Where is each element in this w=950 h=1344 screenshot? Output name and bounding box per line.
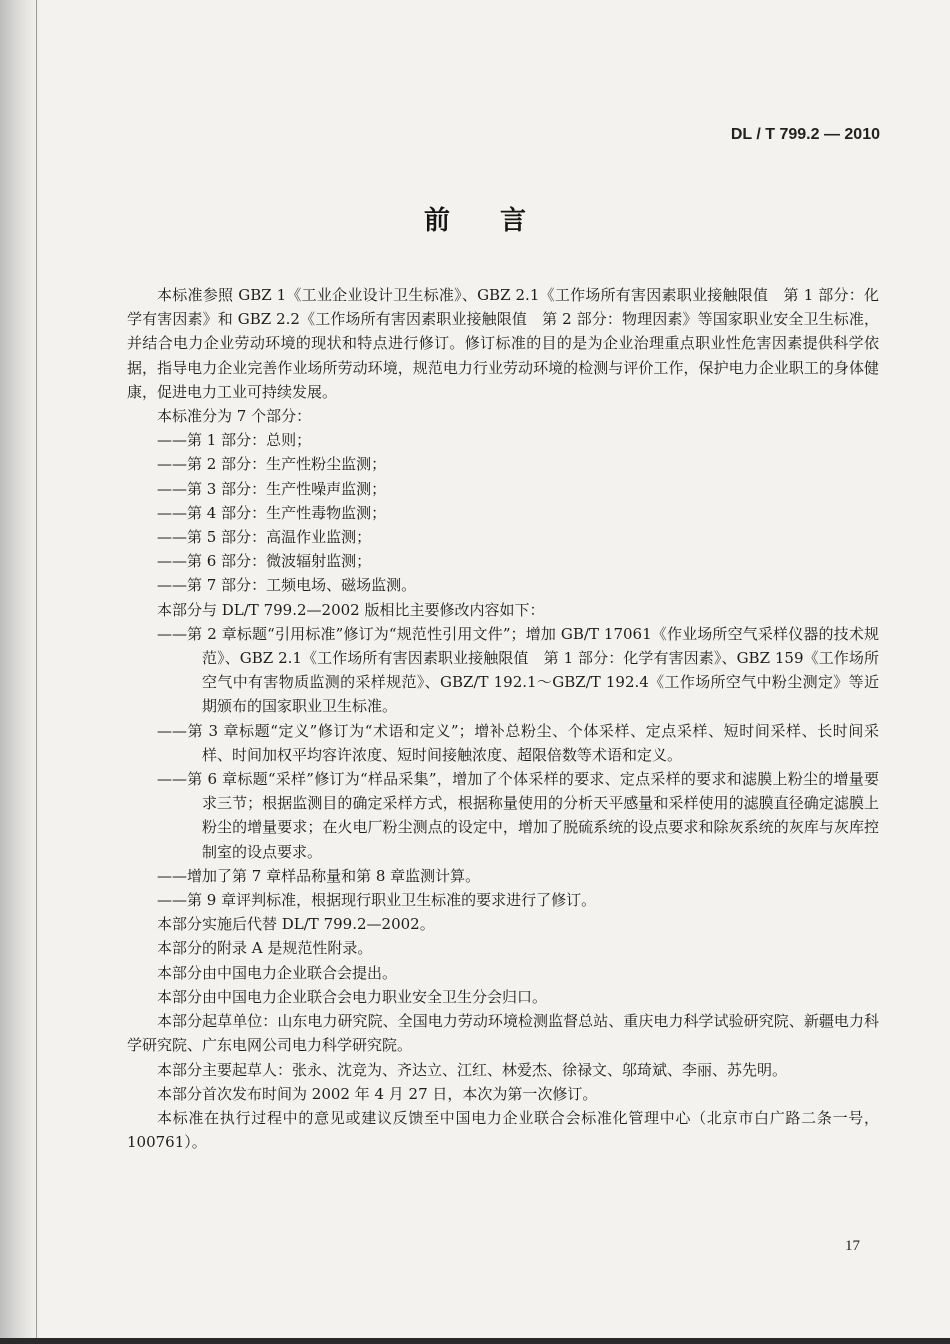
release-history: 本部分首次发布时间为 2002 年 4 月 27 日，本次为第一次修订。 xyxy=(157,1084,598,1103)
part-item: ——第 7 部分：工频电场、磁场监测。 xyxy=(157,576,417,595)
appendix-note: 本部分的附录 A 是规范性附录。 xyxy=(157,939,373,958)
part-item: ——第 6 部分：微波辐射监测； xyxy=(157,552,372,571)
replacement-note: 本部分实施后代替 DL/T 799.2—2002。 xyxy=(157,915,435,934)
bottom-scan-edge xyxy=(0,1338,950,1344)
parts-intro: 本标准分为 7 个部分： xyxy=(157,407,312,426)
change-item: ——增加了第 7 章样品称量和第 8 章监测计算。 xyxy=(157,866,481,885)
drafting-units: 本部分起草单位：山东电力研究院、全国电力劳动环境检测监督总站、重庆电力科学试验研究院、新疆电力科学研究院、广东电网公司电力科学研究院。 xyxy=(127,1012,879,1055)
change-item: ——第 6 章标题“采样”修订为“样品采集”，增加了个体采样的要求、定点采样的要求和滤膜上粉尘的增量要求三节；根据监测目的确定采样方式，根据称量使用的分析天平感量和采样使用的滤膜直径确定滤膜上粉尘的增量要求；在火电厂粉尘测点的设定中，增加了脱硫系统的设点要求和除灰系统的灰库与灰库控制室的设点要求。 xyxy=(157,770,879,861)
page-title: 前言 xyxy=(423,206,576,236)
page-number: 17 xyxy=(845,1238,860,1254)
proposer-note: 本部分由中国电力企业联合会提出。 xyxy=(157,963,398,982)
part-item: ——第 3 部分：生产性噪声监测； xyxy=(157,479,387,498)
feedback-note: 本标准在执行过程中的意见或建议反馈至中国电力企业联合会标准化管理中心（北京市白广路二条一号，100761）。 xyxy=(127,1108,879,1152)
change-item: ——第 9 章评判标准，根据现行职业卫生标准的要求进行了修订。 xyxy=(157,891,597,910)
change-item: ——第 2 章标题“引用标准”修订为“规范性引用文件”；增加 GB/T 17061《作业场所空气采样仪器的技术规范》、GBZ 2.1《工作场所有害因素职业接触限值 第 1 部分：化学有害因素》、GBZ 159《工作场所空气中有害物质监测的采样规范》、GBZ/T 192.1～GBZ/T 192.4《工作场所空气中粉尘测定》等近期颁布的国家职业卫生标准。 xyxy=(157,624,879,716)
part-item: ——第 5 部分：高温作业监测； xyxy=(157,528,372,547)
change-item: ——第 3 章标题“定义”修订为“术语和定义”；增补总粉尘、个体采样、定点采样、短时间采样、长时间采样、时间加权平均容许浓度、短时间接触浓度、超限倍数等术语和定义。 xyxy=(157,721,879,764)
part-item: ——第 2 部分：生产性粉尘监测； xyxy=(157,455,387,474)
foreword-body xyxy=(127,283,879,1154)
intro-paragraph: 本标准参照 GBZ 1《工业企业设计卫生标准》、GBZ 2.1《工作场所有害因素职业接触限值 第 1 部分：化学有害因素》和 GBZ 2.2《工作场所有害因素职业接触限值 第 2 部分：物理因素》等国家职业安全卫生标准，并结合电力企业劳动环境的现状和特点进行修订。修订标准的目的是为企业治理重点职业性危害因素提供科学依据，指导电力企业完善作业场所劳动环境，规范电力行业劳动环境的检测与评价工作，保护电力企业职工的身体健康，促进电力工业可持续发展。 xyxy=(127,286,879,401)
changes-intro: 本部分与 DL/T 799.2—2002 版相比主要修改内容如下： xyxy=(157,600,545,619)
part-item: ——第 4 部分：生产性毒物监测； xyxy=(157,503,387,522)
part-item: ——第 1 部分：总则； xyxy=(157,431,312,450)
centralized-note: 本部分由中国电力企业联合会电力职业安全卫生分会归口。 xyxy=(157,987,548,1006)
main-drafters: 本部分主要起草人：张永、沈竞为、齐达立、江红、林爱杰、徐禄文、邬琦斌、李丽、苏先明。 xyxy=(157,1060,788,1079)
standard-number: DL / T 799.2 — 2010 xyxy=(730,126,880,143)
